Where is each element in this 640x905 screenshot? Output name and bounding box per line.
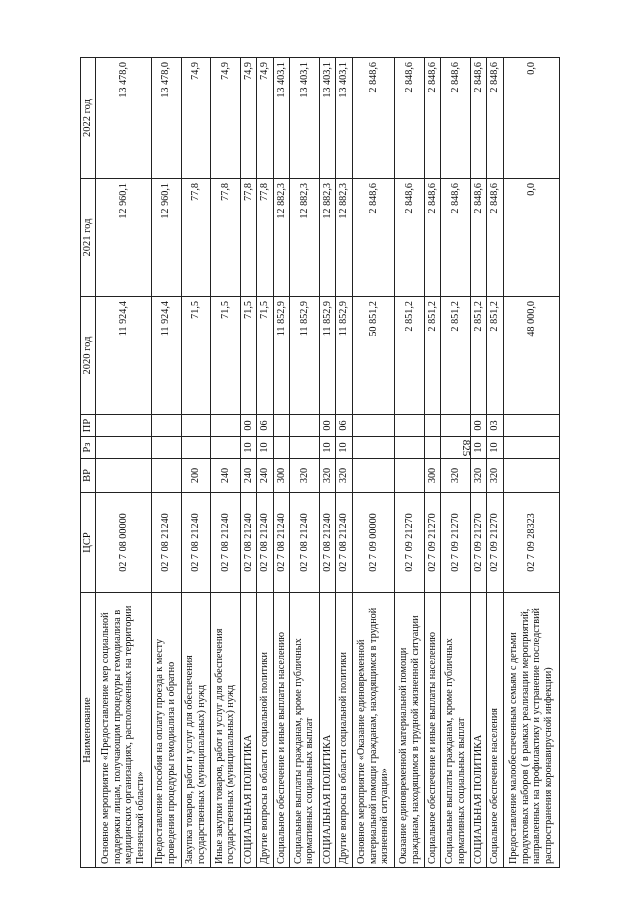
table-cell: 74,9 (211, 58, 241, 179)
table-cell: 10 (487, 437, 503, 459)
column-header: 2021 год (81, 179, 96, 297)
table-cell: 2 851,2 (487, 297, 503, 415)
table-cell: 02 7 08 21240 (181, 493, 211, 593)
table-cell (290, 415, 320, 437)
column-header: Наименование (81, 593, 96, 868)
column-header: 2020 год (81, 297, 96, 415)
table-cell: 00 (471, 415, 487, 437)
table-cell: 2 851,2 (441, 297, 471, 415)
table-cell: 240 (211, 459, 241, 493)
table-cell: 02 7 08 21240 (257, 493, 273, 593)
table-cell (96, 459, 152, 493)
table-cell: 71,5 (211, 297, 241, 415)
row-name-cell: Другие вопросы в области социальной политики (257, 593, 273, 868)
table-cell: 320 (487, 459, 503, 493)
table-cell: 300 (424, 459, 440, 493)
row-name-cell: Социальное обеспечение и иные выплаты населению (424, 593, 440, 868)
table-cell: 13 403,1 (290, 58, 320, 179)
table-cell: 10 (257, 437, 273, 459)
table-row (151, 58, 181, 868)
table-cell: 11 852,9 (290, 297, 320, 415)
table-cell (395, 437, 425, 459)
row-name-cell: Социальное обеспечение и иные выплаты населению (273, 593, 289, 868)
table-cell (424, 437, 440, 459)
table-row (424, 58, 440, 868)
table-cell: 74,9 (181, 58, 211, 179)
table-cell: 50 851,2 (352, 297, 395, 415)
table-cell: 71,5 (240, 297, 256, 415)
table-cell: 77,8 (211, 179, 241, 297)
table-row (240, 58, 256, 868)
table-cell: 320 (319, 459, 335, 493)
table-cell: 2 848,6 (424, 58, 440, 179)
row-name-cell: Основное мероприятие «Оказание единовременной материальной помощи гражданам, находящимся в трудной жизненной ситуации» (352, 593, 395, 868)
table-cell: 200 (181, 459, 211, 493)
header-row (81, 58, 96, 868)
table-cell: 320 (290, 459, 320, 493)
table-cell (151, 415, 181, 437)
table-cell: 02 7 09 21270 (441, 493, 471, 593)
table-cell: 02 7 09 21270 (487, 493, 503, 593)
row-name-cell: СОЦИАЛЬНАЯ ПОЛИТИКА (471, 593, 487, 868)
table-cell: 77,8 (181, 179, 211, 297)
table-cell: 02 7 09 28323 (503, 493, 559, 593)
table-wrapper (80, 58, 560, 868)
table-cell (424, 415, 440, 437)
table-cell: 71,5 (257, 297, 273, 415)
table-cell: 240 (240, 459, 256, 493)
table-cell: 48 000,0 (503, 297, 559, 415)
column-header: ВР (81, 459, 96, 493)
table-cell: 12 960,1 (151, 179, 181, 297)
table-cell: 02 7 09 21270 (471, 493, 487, 593)
table-cell: 11 924,4 (151, 297, 181, 415)
table-cell: 11 852,9 (273, 297, 289, 415)
table-cell: 13 478,0 (96, 58, 152, 179)
table-row (319, 58, 335, 868)
table-cell (273, 437, 289, 459)
row-name-cell: Закупка товаров, работ и услуг для обеспечения государственных (муниципальных) нужд (181, 593, 211, 868)
table-cell: 0,0 (503, 179, 559, 297)
table-cell: 2 848,6 (471, 58, 487, 179)
table-row (441, 58, 471, 868)
table-cell: 2 848,6 (395, 58, 425, 179)
table-cell (290, 437, 320, 459)
table-cell (503, 415, 559, 437)
table-cell: 02 7 08 21240 (290, 493, 320, 593)
table-cell: 02 7 08 21240 (336, 493, 352, 593)
table-cell (352, 459, 395, 493)
table-cell: 02 7 08 00000 (96, 493, 152, 593)
column-header: 2022 год (81, 58, 96, 179)
table-cell: 2 848,6 (487, 58, 503, 179)
page-number: 825 (460, 439, 472, 457)
row-name-cell: Социальное обеспечение населения (487, 593, 503, 868)
row-name-cell: Другие вопросы в области социальной политики (336, 593, 352, 868)
table-cell (151, 459, 181, 493)
table-cell (211, 437, 241, 459)
row-name-cell: СОЦИАЛЬНАЯ ПОЛИТИКА (319, 593, 335, 868)
table-cell: 13 403,1 (319, 58, 335, 179)
row-name-cell: СОЦИАЛЬНАЯ ПОЛИТИКА (240, 593, 256, 868)
row-name-cell: Основное мероприятие «Предоставление мер социальной поддержки лицам, получающим процедуры гемодиализа в медицинских организациях, расположенных на территории Пензенской области» (96, 593, 152, 868)
table-cell: 77,8 (240, 179, 256, 297)
table-cell (96, 437, 152, 459)
table-cell: 02 7 08 21240 (319, 493, 335, 593)
table-row (96, 58, 152, 868)
table-cell: 10 (336, 437, 352, 459)
table-cell: 2 851,2 (471, 297, 487, 415)
table-cell: 2 848,6 (352, 58, 395, 179)
table-cell: 02 7 09 00000 (352, 493, 395, 593)
table-cell (441, 415, 471, 437)
table-row (336, 58, 352, 868)
table-cell: 11 852,9 (319, 297, 335, 415)
table-cell: 240 (257, 459, 273, 493)
table-cell: 10 (471, 437, 487, 459)
row-name-cell: Предоставление пособия на оплату проезда к месту проведения процедуры гемодиализа и обратно (151, 593, 181, 868)
row-name-cell: Социальные выплаты гражданам, кроме публичных нормативных социальных выплат (290, 593, 320, 868)
table-cell (352, 415, 395, 437)
table-cell: 02 7 09 21270 (424, 493, 440, 593)
column-header: ПР (81, 415, 96, 437)
table-cell: 13 403,1 (336, 58, 352, 179)
row-name-cell: Оказание единовременной материальной помощи гражданам, находящимся в трудной жизненной ситуации (395, 593, 425, 868)
table-cell (181, 415, 211, 437)
table-cell: 0,0 (503, 58, 559, 179)
table-cell: 02 7 08 21240 (151, 493, 181, 593)
table-cell: 2 851,2 (395, 297, 425, 415)
table-row (487, 58, 503, 868)
table-cell (181, 437, 211, 459)
table-cell: 00 (319, 415, 335, 437)
table-cell (395, 459, 425, 493)
table-cell: 2 848,6 (441, 179, 471, 297)
table-cell (395, 415, 425, 437)
table-cell: 300 (273, 459, 289, 493)
table-cell: 13 403,1 (273, 58, 289, 179)
table-row (503, 58, 559, 868)
table-cell: 02 7 09 21270 (395, 493, 425, 593)
row-name-cell: Социальные выплаты гражданам, кроме публичных нормативных социальных выплат (441, 593, 471, 868)
table-cell: 11 852,9 (336, 297, 352, 415)
table-cell (151, 437, 181, 459)
table-cell: 12 882,3 (319, 179, 335, 297)
row-name-cell: Иные закупки товаров, работ и услуг для обеспечения государственных (муниципальных) нужд (211, 593, 241, 868)
table-row (352, 58, 395, 868)
table-cell (211, 415, 241, 437)
table-cell: 2 848,6 (395, 179, 425, 297)
table-row (471, 58, 487, 868)
table-cell (503, 437, 559, 459)
table-cell: 2 848,6 (352, 179, 395, 297)
table-cell: 2 848,6 (471, 179, 487, 297)
table-row (290, 58, 320, 868)
row-name-cell: Предоставление малообеспеченным семьям с детьми продуктовых наборов ( в рамках реализации мероприятий, направленных на профилактику и устранение последствий распространения коронавирусной инфекции) (503, 593, 559, 868)
table-row (273, 58, 289, 868)
table-cell: 02 7 08 21240 (273, 493, 289, 593)
table-cell: 10 (319, 437, 335, 459)
column-header: ЦСР (81, 493, 96, 593)
table-cell: 06 (336, 415, 352, 437)
table-cell: 71,5 (181, 297, 211, 415)
table-cell (441, 437, 471, 459)
column-header: Рз (81, 437, 96, 459)
table-cell (503, 459, 559, 493)
table-row (181, 58, 211, 868)
table-cell: 2 851,2 (424, 297, 440, 415)
table-cell: 13 478,0 (151, 58, 181, 179)
table-cell: 12 882,3 (336, 179, 352, 297)
table-cell: 03 (487, 415, 503, 437)
table-cell (273, 415, 289, 437)
table-cell: 2 848,6 (424, 179, 440, 297)
table-cell: 74,9 (240, 58, 256, 179)
table-cell: 74,9 (257, 58, 273, 179)
table-row (257, 58, 273, 868)
table-cell: 2 848,6 (487, 179, 503, 297)
table-cell: 11 924,4 (96, 297, 152, 415)
table-cell: 12 960,1 (96, 179, 152, 297)
table-cell: 02 7 08 21240 (211, 493, 241, 593)
table-cell: 10 (240, 437, 256, 459)
table-cell: 06 (257, 415, 273, 437)
table-cell: 77,8 (257, 179, 273, 297)
table-cell: 02 7 08 21240 (240, 493, 256, 593)
table-cell: 320 (471, 459, 487, 493)
table-cell: 320 (336, 459, 352, 493)
table-cell (352, 437, 395, 459)
table-cell: 12 882,3 (273, 179, 289, 297)
table-row (211, 58, 241, 868)
table-row (395, 58, 425, 868)
table-cell: 320 (441, 459, 471, 493)
table-cell (96, 415, 152, 437)
table-cell: 12 882,3 (290, 179, 320, 297)
table-cell: 2 848,6 (441, 58, 471, 179)
budget-table (80, 57, 560, 868)
table-cell: 00 (240, 415, 256, 437)
